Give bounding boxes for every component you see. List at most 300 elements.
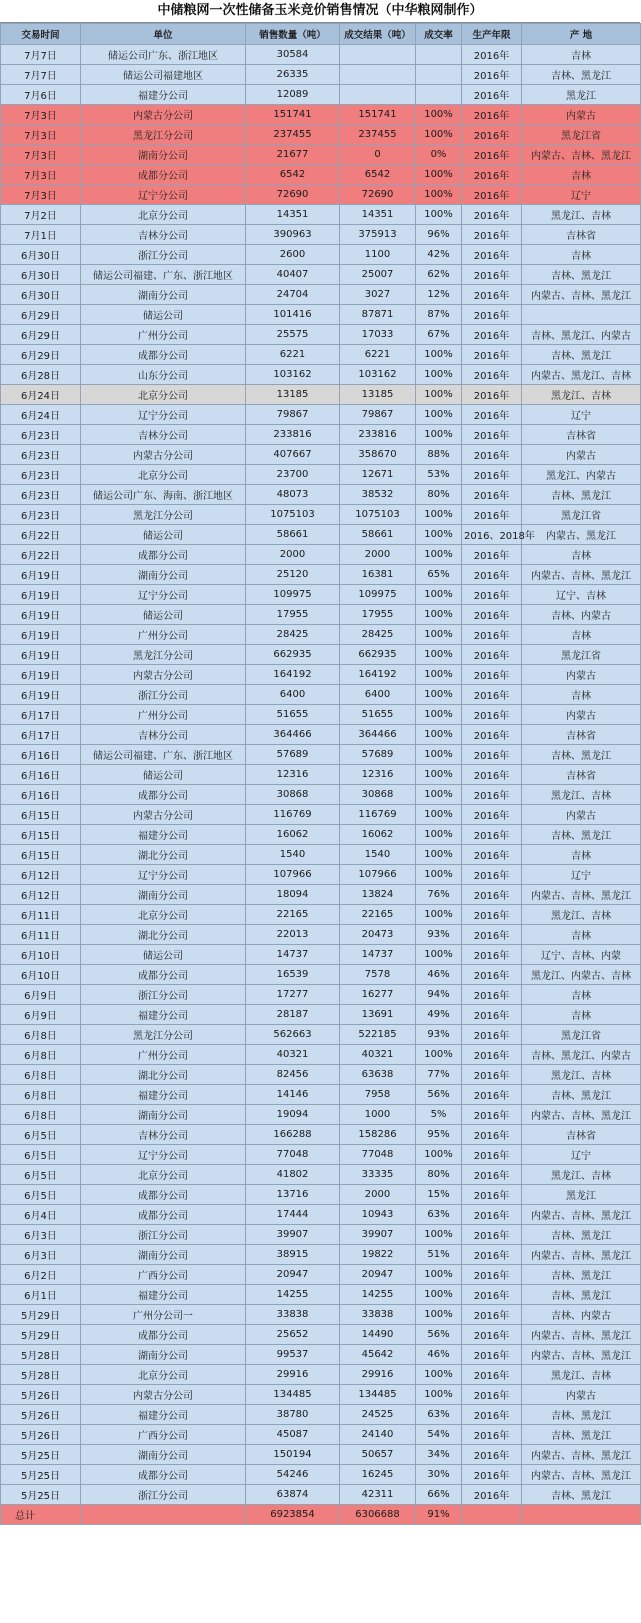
cell-deal-qty: 45642 (340, 1345, 416, 1365)
table-row (1, 1265, 641, 1285)
cell-date: 6月17日 (1, 705, 81, 725)
cell-deal-qty: 19822 (340, 1245, 416, 1265)
cell-sale-qty: 14351 (246, 205, 340, 225)
table-row (1, 65, 641, 85)
table-row (1, 405, 641, 425)
table-row (1, 1105, 641, 1125)
cell-year: 2016年 (462, 185, 522, 205)
cell-sale-qty: 17955 (246, 605, 340, 625)
cell-year: 2016年 (462, 865, 522, 885)
table-row (1, 765, 641, 785)
table-row (1, 1045, 641, 1065)
cell-date: 5月25日 (1, 1465, 81, 1485)
cell-sale-qty: 28425 (246, 625, 340, 645)
cell-rate: 67% (416, 325, 462, 345)
cell-sale-qty: 48073 (246, 485, 340, 505)
col-header-deal-qty: 成交结果（吨） (340, 24, 416, 45)
table-row (1, 645, 641, 665)
cell-year: 2016年 (462, 165, 522, 185)
cell-unit: 储运公司 (81, 605, 246, 625)
cell-unit: 成都分公司 (81, 1205, 246, 1225)
cell-deal-qty: 10943 (340, 1205, 416, 1225)
cell-rate: 100% (416, 385, 462, 405)
cell-rate: 100% (416, 1385, 462, 1405)
cell-rate: 100% (416, 1045, 462, 1065)
cell-unit: 内蒙古分公司 (81, 665, 246, 685)
cell-unit: 湖南分公司 (81, 1345, 246, 1365)
table-row (1, 585, 641, 605)
table-row (1, 465, 641, 485)
cell-sale-qty: 2600 (246, 245, 340, 265)
total-cell-sale-qty: 6923854 (246, 1505, 340, 1525)
cell-deal-qty: 1000 (340, 1105, 416, 1125)
cell-year: 2016年 (462, 1165, 522, 1185)
cell-date: 5月28日 (1, 1345, 81, 1365)
cell-year: 2016年 (462, 505, 522, 525)
table-row (1, 85, 641, 105)
total-cell-unit (81, 1505, 246, 1525)
cell-deal-qty: 2000 (340, 545, 416, 565)
table-row (1, 1485, 641, 1505)
cell-origin: 吉林省 (522, 425, 641, 445)
total-cell-deal-qty: 6306688 (340, 1505, 416, 1525)
cell-year: 2016年 (462, 345, 522, 365)
cell-unit: 北京分公司 (81, 465, 246, 485)
table-row (1, 165, 641, 185)
cell-date: 7月3日 (1, 105, 81, 125)
cell-year: 2016年 (462, 105, 522, 125)
cell-deal-qty: 164192 (340, 665, 416, 685)
cell-deal-qty: 16062 (340, 825, 416, 845)
cell-deal-qty: 14255 (340, 1285, 416, 1305)
cell-origin: 吉林 (522, 1005, 641, 1025)
cell-year: 2016年 (462, 1265, 522, 1285)
cell-rate: 100% (416, 525, 462, 545)
cell-unit: 广州分公司 (81, 705, 246, 725)
cell-deal-qty: 2000 (340, 1185, 416, 1205)
cell-date: 5月29日 (1, 1305, 81, 1325)
cell-deal-qty: 33838 (340, 1305, 416, 1325)
cell-rate: 100% (416, 425, 462, 445)
cell-year: 2016年 (462, 965, 522, 985)
table-row (1, 845, 641, 865)
cell-deal-qty: 1100 (340, 245, 416, 265)
cell-origin: 内蒙古、吉林、黑龙江 (522, 145, 641, 165)
cell-deal-qty: 7958 (340, 1085, 416, 1105)
cell-deal-qty: 134485 (340, 1385, 416, 1405)
cell-date: 7月3日 (1, 145, 81, 165)
cell-year: 2016年 (462, 1305, 522, 1325)
table-row (1, 1085, 641, 1105)
cell-date: 6月3日 (1, 1225, 81, 1245)
cell-deal-qty: 16277 (340, 985, 416, 1005)
cell-date: 6月30日 (1, 245, 81, 265)
cell-origin: 黑龙江省 (522, 505, 641, 525)
col-header-year: 生产年限 (462, 24, 522, 45)
cell-sale-qty: 30868 (246, 785, 340, 805)
cell-rate: 46% (416, 1345, 462, 1365)
cell-year: 2016年 (462, 1145, 522, 1165)
table-row (1, 1145, 641, 1165)
page-title: 中储粮网一次性储备玉米竞价销售情况（中华粮网制作） (0, 0, 640, 23)
cell-date: 6月9日 (1, 985, 81, 1005)
cell-sale-qty: 40407 (246, 265, 340, 285)
table-row (1, 1205, 641, 1225)
cell-date: 6月16日 (1, 765, 81, 785)
cell-date: 7月6日 (1, 85, 81, 105)
cell-unit: 辽宁分公司 (81, 865, 246, 885)
cell-year: 2016年 (462, 405, 522, 425)
table-row (1, 805, 641, 825)
cell-rate: 96% (416, 225, 462, 245)
cell-deal-qty: 17955 (340, 605, 416, 625)
cell-rate: 93% (416, 925, 462, 945)
cell-origin: 黑龙江、吉林 (522, 385, 641, 405)
cell-sale-qty: 13185 (246, 385, 340, 405)
cell-date: 6月10日 (1, 965, 81, 985)
cell-sale-qty: 6400 (246, 685, 340, 705)
table-row (1, 1345, 641, 1365)
cell-sale-qty: 150194 (246, 1445, 340, 1465)
cell-date: 7月2日 (1, 205, 81, 225)
cell-date: 6月17日 (1, 725, 81, 745)
table-row (1, 885, 641, 905)
cell-origin: 内蒙古、吉林、黑龙江 (522, 1105, 641, 1125)
table-row (1, 1165, 641, 1185)
cell-rate: 88% (416, 445, 462, 465)
cell-unit: 湖南分公司 (81, 1445, 246, 1465)
cell-origin: 吉林 (522, 245, 641, 265)
cell-deal-qty: 16381 (340, 565, 416, 585)
cell-rate: 100% (416, 645, 462, 665)
cell-origin: 吉林、黑龙江 (522, 1085, 641, 1105)
cell-origin: 黑龙江、吉林 (522, 1365, 641, 1385)
cell-date: 6月8日 (1, 1025, 81, 1045)
cell-rate: 65% (416, 565, 462, 585)
cell-unit: 储运公司广东、海南、浙江地区 (81, 485, 246, 505)
cell-origin: 辽宁、吉林 (522, 585, 641, 605)
cell-date: 6月19日 (1, 685, 81, 705)
cell-origin: 内蒙古、吉林、黑龙江 (522, 1325, 641, 1345)
table-row (1, 525, 641, 545)
cell-origin: 吉林、黑龙江 (522, 65, 641, 85)
cell-sale-qty: 14255 (246, 1285, 340, 1305)
cell-rate: 12% (416, 285, 462, 305)
cell-date: 7月3日 (1, 125, 81, 145)
cell-origin: 黑龙江、内蒙古、吉林 (522, 965, 641, 985)
cell-deal-qty: 14737 (340, 945, 416, 965)
cell-date: 6月23日 (1, 485, 81, 505)
cell-origin: 黑龙江 (522, 85, 641, 105)
cell-year: 2016年 (462, 1225, 522, 1245)
cell-unit: 湖北分公司 (81, 925, 246, 945)
cell-origin: 吉林、黑龙江 (522, 825, 641, 845)
table-row (1, 965, 641, 985)
table-row (1, 105, 641, 125)
cell-origin: 内蒙古 (522, 105, 641, 125)
cell-sale-qty: 1540 (246, 845, 340, 865)
cell-sale-qty: 662935 (246, 645, 340, 665)
cell-rate: 30% (416, 1465, 462, 1485)
cell-year: 2016年 (462, 1025, 522, 1045)
cell-sale-qty: 12089 (246, 85, 340, 105)
cell-deal-qty: 30868 (340, 785, 416, 805)
table-row (1, 605, 641, 625)
cell-date: 6月29日 (1, 345, 81, 365)
cell-date: 7月7日 (1, 45, 81, 65)
cell-rate: 100% (416, 1285, 462, 1305)
cell-deal-qty: 6221 (340, 345, 416, 365)
cell-rate: 100% (416, 1365, 462, 1385)
cell-sale-qty: 77048 (246, 1145, 340, 1165)
cell-unit: 储运公司福建、广东、浙江地区 (81, 265, 246, 285)
cell-year: 2016年 (462, 245, 522, 265)
cell-date: 6月19日 (1, 585, 81, 605)
cell-sale-qty: 6221 (246, 345, 340, 365)
cell-rate: 100% (416, 1305, 462, 1325)
table-row (1, 385, 641, 405)
cell-rate: 63% (416, 1205, 462, 1225)
cell-deal-qty: 109975 (340, 585, 416, 605)
cell-sale-qty: 407667 (246, 445, 340, 465)
cell-deal-qty: 158286 (340, 1125, 416, 1145)
cell-sale-qty: 562663 (246, 1025, 340, 1045)
total-cell-rate: 91% (416, 1505, 462, 1525)
cell-sale-qty: 79867 (246, 405, 340, 425)
cell-origin: 吉林、黑龙江 (522, 1285, 641, 1305)
cell-sale-qty: 23700 (246, 465, 340, 485)
cell-date: 6月12日 (1, 865, 81, 885)
cell-year: 2016年 (462, 565, 522, 585)
cell-unit: 储运公司 (81, 945, 246, 965)
table-row (1, 225, 641, 245)
cell-origin: 黑龙江省 (522, 125, 641, 145)
cell-origin: 内蒙古、吉林、黑龙江 (522, 1465, 641, 1485)
cell-origin: 内蒙古 (522, 445, 641, 465)
cell-deal-qty: 79867 (340, 405, 416, 425)
cell-rate: 100% (416, 745, 462, 765)
cell-rate: 100% (416, 725, 462, 745)
cell-origin: 辽宁 (522, 185, 641, 205)
cell-rate: 100% (416, 945, 462, 965)
cell-date: 6月23日 (1, 445, 81, 465)
cell-origin: 吉林 (522, 845, 641, 865)
cell-deal-qty: 16245 (340, 1465, 416, 1485)
cell-origin: 黑龙江省 (522, 645, 641, 665)
cell-date: 6月29日 (1, 305, 81, 325)
cell-unit: 储运公司福建地区 (81, 65, 246, 85)
cell-rate: 100% (416, 505, 462, 525)
col-header-sale-qty: 销售数量（吨） (246, 24, 340, 45)
cell-sale-qty: 237455 (246, 125, 340, 145)
cell-unit: 成都分公司 (81, 785, 246, 805)
table-row (1, 485, 641, 505)
cell-sale-qty: 14146 (246, 1085, 340, 1105)
cell-date: 6月4日 (1, 1205, 81, 1225)
table-row (1, 45, 641, 65)
cell-deal-qty: 20947 (340, 1265, 416, 1285)
table-row (1, 785, 641, 805)
cell-origin: 黑龙江、吉林 (522, 1165, 641, 1185)
cell-origin: 黑龙江、吉林 (522, 905, 641, 925)
cell-sale-qty: 41802 (246, 1165, 340, 1185)
table-row (1, 985, 641, 1005)
cell-unit: 山东分公司 (81, 365, 246, 385)
cell-rate (416, 65, 462, 85)
cell-origin: 内蒙古、吉林、黑龙江 (522, 1245, 641, 1265)
cell-unit: 成都分公司 (81, 1185, 246, 1205)
cell-origin: 辽宁 (522, 405, 641, 425)
cell-date: 6月24日 (1, 405, 81, 425)
cell-year: 2016年 (462, 1445, 522, 1465)
table-row (1, 685, 641, 705)
cell-unit: 福建分公司 (81, 1005, 246, 1025)
cell-date: 6月5日 (1, 1145, 81, 1165)
cell-unit: 内蒙古分公司 (81, 1385, 246, 1405)
cell-unit: 内蒙古分公司 (81, 805, 246, 825)
cell-origin: 内蒙古、黑龙江 (522, 525, 641, 545)
cell-rate: 15% (416, 1185, 462, 1205)
table-row (1, 725, 641, 745)
cell-rate: 100% (416, 585, 462, 605)
table-row (1, 445, 641, 465)
cell-rate: 95% (416, 1125, 462, 1145)
cell-date: 6月8日 (1, 1065, 81, 1085)
cell-origin: 辽宁、吉林、内蒙 (522, 945, 641, 965)
table-row (1, 625, 641, 645)
cell-deal-qty: 13824 (340, 885, 416, 905)
cell-origin: 内蒙古 (522, 665, 641, 685)
cell-unit: 北京分公司 (81, 205, 246, 225)
cell-deal-qty: 57689 (340, 745, 416, 765)
cell-unit: 广州分公司 (81, 1045, 246, 1065)
cell-sale-qty: 63874 (246, 1485, 340, 1505)
cell-sale-qty: 1075103 (246, 505, 340, 525)
cell-sale-qty: 45087 (246, 1425, 340, 1445)
table-row (1, 1445, 641, 1465)
cell-year: 2016年 (462, 265, 522, 285)
cell-rate: 100% (416, 845, 462, 865)
cell-year: 2016年 (462, 1065, 522, 1085)
cell-sale-qty: 13716 (246, 1185, 340, 1205)
cell-rate: 100% (416, 345, 462, 365)
table-row (1, 865, 641, 885)
cell-date: 6月11日 (1, 905, 81, 925)
cell-deal-qty: 14490 (340, 1325, 416, 1345)
cell-date: 5月25日 (1, 1445, 81, 1465)
cell-date: 6月5日 (1, 1185, 81, 1205)
cell-rate: 100% (416, 105, 462, 125)
cell-sale-qty: 103162 (246, 365, 340, 385)
cell-year: 2016年 (462, 145, 522, 165)
table-row (1, 925, 641, 945)
cell-date: 6月15日 (1, 805, 81, 825)
cell-sale-qty: 38915 (246, 1245, 340, 1265)
cell-origin: 吉林省 (522, 225, 641, 245)
table-row (1, 1405, 641, 1425)
cell-unit: 广州分公司 (81, 325, 246, 345)
table-row (1, 1385, 641, 1405)
cell-sale-qty: 38780 (246, 1405, 340, 1425)
cell-year: 2016年 (462, 805, 522, 825)
cell-deal-qty: 6400 (340, 685, 416, 705)
cell-sale-qty: 390963 (246, 225, 340, 245)
cell-date: 6月29日 (1, 325, 81, 345)
cell-year: 2016年 (462, 905, 522, 925)
table-row (1, 1245, 641, 1265)
table-row (1, 125, 641, 145)
table-row (1, 1185, 641, 1205)
cell-date: 6月19日 (1, 605, 81, 625)
cell-year: 2016年 (462, 485, 522, 505)
table-row (1, 505, 641, 525)
cell-date: 6月5日 (1, 1165, 81, 1185)
cell-origin: 吉林省 (522, 1125, 641, 1145)
cell-deal-qty: 51655 (340, 705, 416, 725)
cell-deal-qty (340, 65, 416, 85)
cell-date: 7月3日 (1, 185, 81, 205)
total-cell-origin (522, 1505, 641, 1525)
cell-year: 2016年 (462, 225, 522, 245)
cell-unit: 北京分公司 (81, 905, 246, 925)
cell-unit: 湖南分公司 (81, 285, 246, 305)
cell-sale-qty: 134485 (246, 1385, 340, 1405)
cell-deal-qty: 28425 (340, 625, 416, 645)
cell-deal-qty: 662935 (340, 645, 416, 665)
cell-deal-qty: 103162 (340, 365, 416, 385)
cell-date: 6月24日 (1, 385, 81, 405)
cell-unit: 浙江分公司 (81, 1485, 246, 1505)
cell-date: 6月8日 (1, 1045, 81, 1065)
cell-unit: 辽宁分公司 (81, 585, 246, 605)
cell-sale-qty: 26335 (246, 65, 340, 85)
cell-sale-qty: 233816 (246, 425, 340, 445)
cell-sale-qty: 82456 (246, 1065, 340, 1085)
cell-origin: 内蒙古 (522, 705, 641, 725)
cell-year: 2016年 (462, 1465, 522, 1485)
cell-sale-qty: 17277 (246, 985, 340, 1005)
cell-deal-qty: 24525 (340, 1405, 416, 1425)
cell-origin: 吉林、黑龙江 (522, 265, 641, 285)
cell-unit: 储运公司广东、浙江地区 (81, 45, 246, 65)
cell-date: 6月9日 (1, 1005, 81, 1025)
table-row (1, 325, 641, 345)
cell-deal-qty: 1540 (340, 845, 416, 865)
cell-rate: 51% (416, 1245, 462, 1265)
cell-date: 7月1日 (1, 225, 81, 245)
cell-year: 2016年 (462, 285, 522, 305)
cell-sale-qty: 18094 (246, 885, 340, 905)
cell-unit: 福建分公司 (81, 825, 246, 845)
cell-date: 6月22日 (1, 525, 81, 545)
cell-year: 2016年 (462, 925, 522, 945)
cell-sale-qty: 51655 (246, 705, 340, 725)
cell-unit: 吉林分公司 (81, 725, 246, 745)
table-row (1, 1465, 641, 1485)
table-row (1, 1365, 641, 1385)
cell-unit: 湖南分公司 (81, 885, 246, 905)
cell-date: 6月19日 (1, 665, 81, 685)
cell-sale-qty: 22165 (246, 905, 340, 925)
cell-rate: 100% (416, 165, 462, 185)
table-row (1, 565, 641, 585)
cell-deal-qty: 233816 (340, 425, 416, 445)
cell-sale-qty: 54246 (246, 1465, 340, 1485)
cell-origin: 黑龙江、吉林 (522, 1065, 641, 1085)
cell-year: 2016年 (462, 1345, 522, 1365)
cell-origin: 吉林、黑龙江 (522, 345, 641, 365)
cell-date: 6月19日 (1, 625, 81, 645)
